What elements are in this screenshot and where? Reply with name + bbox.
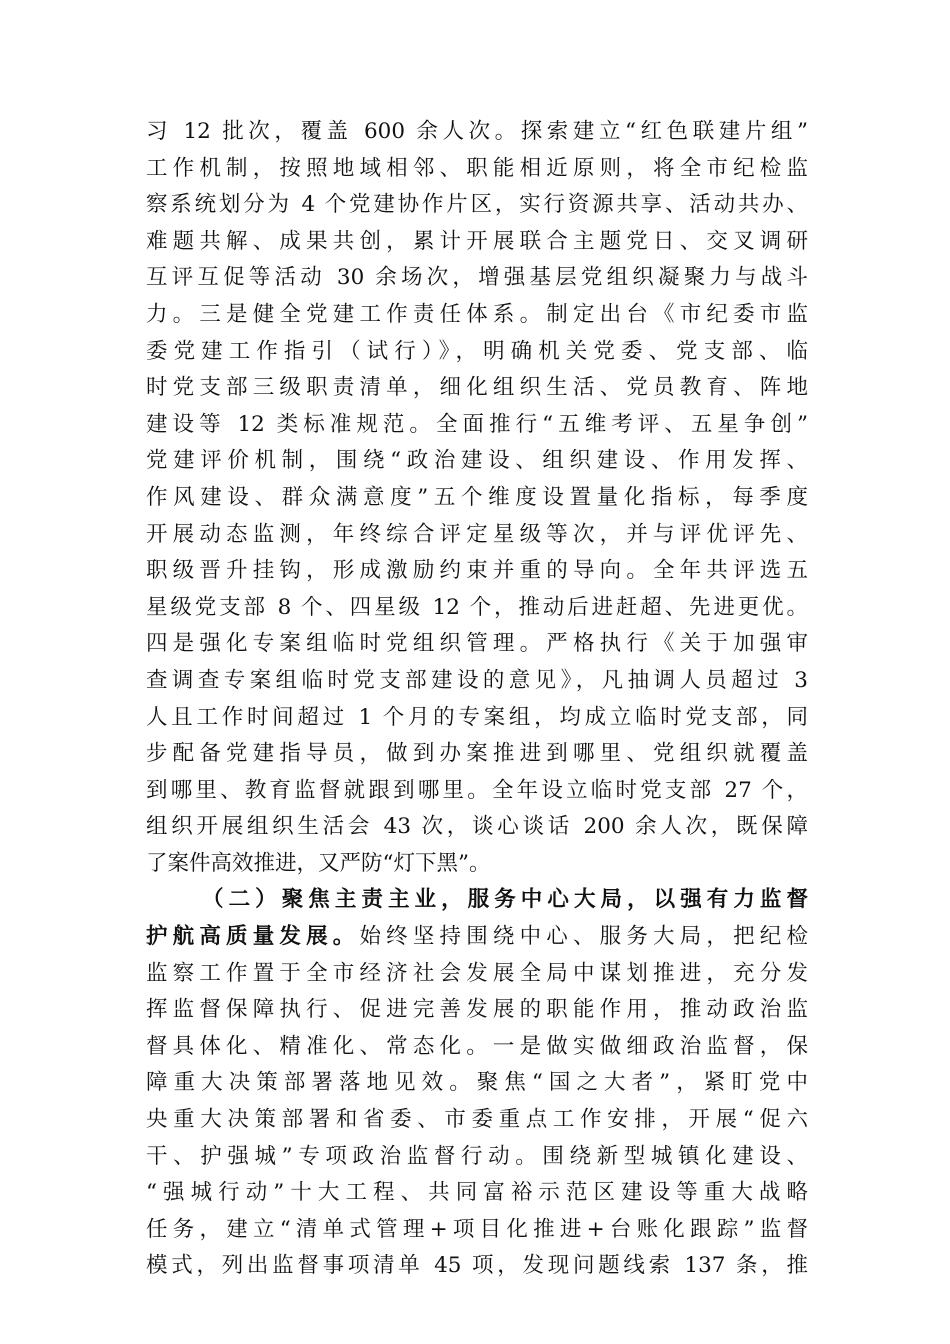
text-line: 到哪里、教育监督就跟到哪里。全年设立临时党支部 27 个， — [146, 777, 808, 803]
text-line: 建设等 12 类标准规范。全面推行“五维考评、五星争创” — [146, 411, 808, 437]
text-line: “强城行动”十大工程、共同富裕示范区建设等重大战略 — [146, 1180, 808, 1206]
text-line: 督具体化、精准化、常态化。一是做实做细政治监督，保 — [146, 1033, 808, 1059]
text-line: 党建评价机制，围绕“政治建设、组织建设、作用发挥、 — [146, 448, 808, 474]
paragraph-end-line: 了案件高效推进，又严防“灯下黑”。 — [146, 850, 491, 876]
text-line: 作风建设、群众满意度”五个维度设置量化指标，每季度 — [146, 484, 808, 510]
paragraph-text: 始终坚持围绕中心、服务大局，把纪检 — [359, 924, 808, 950]
text-line: 互评互促等活动 30 余场次，增强基层党组织凝聚力与战斗 — [146, 265, 808, 291]
text-line: 习 12 批次，覆盖 600 余人次。探索建立“红色联建片组” — [146, 119, 808, 144]
text-line: 任务，建立“清单式管理+项目化推进+台账化跟踪”监督 — [146, 1216, 808, 1242]
document-page — [146, 114, 808, 1285]
text-line: 挥监督保障执行、促进完善发展的职能作用，推动政治监 — [146, 997, 808, 1023]
text-line: 监察工作置于全市经济社会发展全局中谋划推进，充分发 — [146, 960, 808, 986]
text-line: 央重大决策部署和省委、市委重点工作安排，开展“促六 — [146, 1107, 808, 1133]
text-line: 察系统划分为 4 个党建协作片区，实行资源共享、活动共办、 — [146, 192, 808, 218]
text-line: 组织开展组织生活会 43 次，谈心谈话 200 余人次，既保障 — [146, 814, 808, 840]
text-line: 时党支部三级职责清单，细化组织生活、党员教育、阵地 — [146, 375, 808, 401]
text-line: 委党建工作指引（试行）》，明确机关党委、党支部、临 — [146, 338, 808, 364]
text-line: 人且工作时间超过 1 个月的专案组，均成立临时党支部，同 — [146, 704, 808, 730]
text-line: 工作机制，按照地域相邻、职能相近原则，将全市纪检监 — [146, 155, 808, 181]
text-line: 力。三是健全党建工作责任体系。制定出台《市纪委市监 — [146, 301, 808, 327]
text-line: 障重大决策部署落地见效。聚焦“国之大者”，紧盯党中 — [146, 1070, 808, 1096]
text-line: 四是强化专案组临时党组织管理。严格执行《关于加强审 — [146, 631, 808, 657]
section-heading-line: （二）聚焦主责主业，服务中心大局，以强有力监督 — [202, 887, 808, 913]
text-line: 开展动态监测，年终综合评定星级等次，并与评优评先、 — [146, 521, 808, 547]
section-heading-continuation — [146, 919, 808, 956]
text-line: 模式，列出监督事项清单 45 项，发现问题线索 137 条，推 — [146, 1253, 808, 1279]
text-line: 查调查专案组临时党支部建设的意见》，凡抽调人员超过 3 — [146, 667, 808, 693]
section-heading-tail: 护航高质量发展。 — [146, 924, 360, 950]
text-line: 步配备党建指导员，做到办案推进到哪里、党组织就覆盖 — [146, 741, 808, 767]
text-line: 难题共解、成果共创，累计开展联合主题党日、交叉调研 — [146, 228, 808, 254]
text-line: 干、护强城”专项政治监督行动。围绕新型城镇化建设、 — [146, 1143, 808, 1169]
text-line: 职级晋升挂钩，形成激励约束并重的导向。全年共评选五 — [146, 558, 808, 584]
text-line: 星级党支部 8 个、四星级 12 个，推动后进赶超、先进更优。 — [146, 594, 808, 620]
